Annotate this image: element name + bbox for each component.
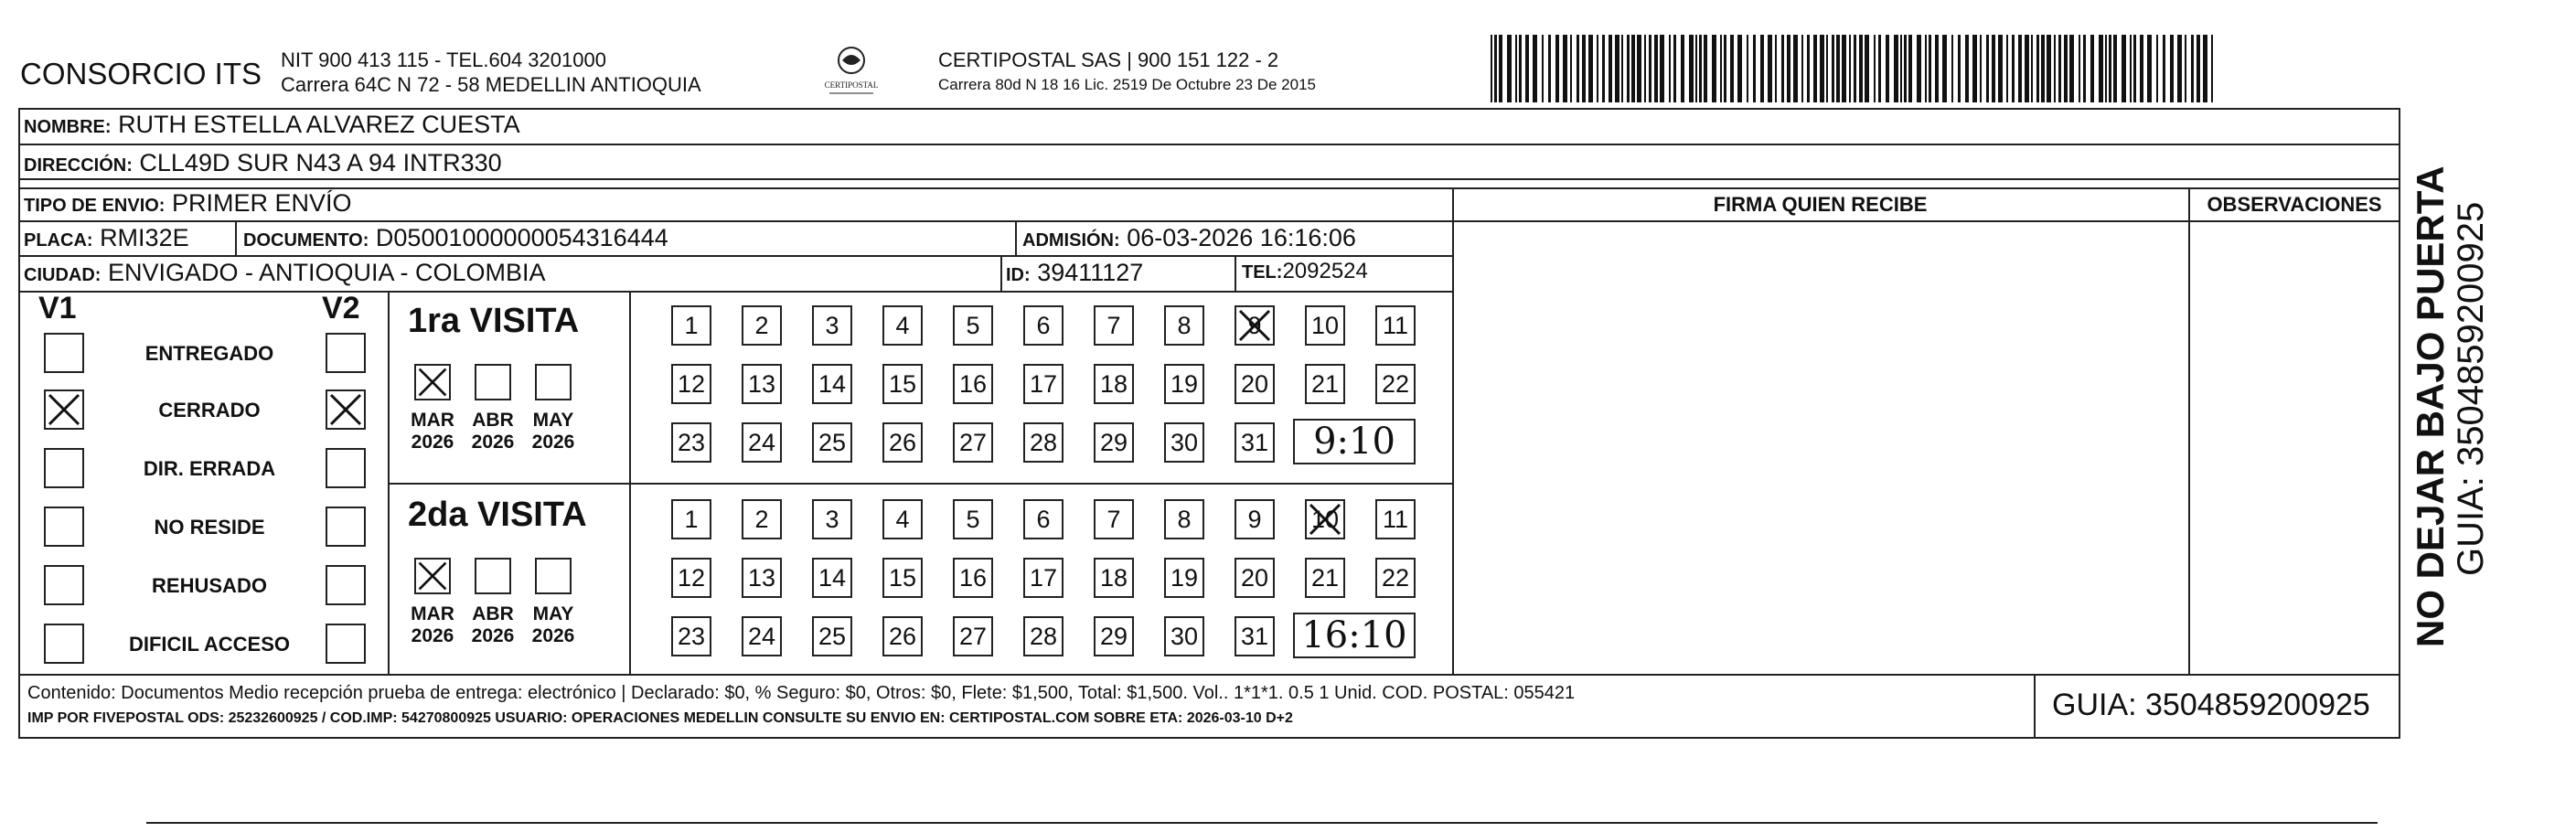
day-number: 18	[1099, 564, 1128, 592]
day-number: 26	[888, 623, 917, 650]
row-divider	[18, 187, 2400, 189]
day-number: 8	[1177, 506, 1192, 533]
day-box[interactable]	[882, 422, 923, 463]
day-number: 30	[1170, 429, 1199, 456]
visit-separator	[388, 483, 1452, 485]
day-number: 26	[888, 429, 917, 456]
id-row	[1006, 259, 1143, 287]
month-checkbox[interactable]	[475, 558, 511, 594]
day-box[interactable]	[1235, 364, 1275, 404]
ciudad-row	[24, 259, 546, 287]
admision-label: ADMISIÓN:	[1022, 230, 1120, 251]
visit-title: 2da VISITA	[408, 496, 587, 534]
day-number: 28	[1029, 429, 1058, 456]
month-year: 2026	[471, 432, 515, 453]
carrier-line: CERTIPOSTAL SAS | 900 151 122 - 2	[938, 48, 1279, 71]
visit-time[interactable]: 9:10	[1293, 419, 1416, 464]
month-label	[405, 603, 460, 647]
month-label	[405, 410, 460, 453]
day-box[interactable]	[671, 422, 711, 463]
day-box[interactable]	[1375, 305, 1416, 346]
v2-checkbox[interactable]	[326, 333, 366, 373]
day-number: 20	[1240, 564, 1269, 592]
side-guia: GUIA: 3504859200925	[2451, 201, 2491, 576]
day-box[interactable]	[742, 305, 782, 346]
month-year: 2026	[531, 625, 575, 646]
day-box[interactable]	[953, 499, 993, 539]
day-box[interactable]	[1164, 305, 1204, 346]
day-box[interactable]	[953, 616, 993, 656]
day-box[interactable]	[671, 364, 711, 404]
day-number: 16	[958, 370, 988, 398]
company-name: CONSORCIO ITS	[20, 57, 262, 91]
row-divider	[18, 255, 1454, 257]
cell-divider	[235, 220, 237, 255]
month-name: ABR	[472, 603, 514, 624]
status-label: CERRADO	[158, 399, 261, 421]
day-number: 2	[754, 506, 769, 533]
guia-footer: GUIA: 3504859200925	[2052, 688, 2370, 722]
id-value: 39411127	[1037, 259, 1144, 286]
bottom-rule	[146, 822, 2378, 824]
direccion-value: CLL49D SUR N43 A 94 INTR330	[139, 149, 502, 176]
visit-title: 1ra VISITA	[408, 302, 580, 340]
day-box[interactable]	[742, 364, 782, 404]
visit-time[interactable]: 16:10	[1293, 613, 1416, 658]
svg-text:CERTIPOSTAL: CERTIPOSTAL	[824, 80, 879, 90]
firma-header: FIRMA QUIEN RECIBE	[1713, 193, 1928, 216]
carrier-info	[938, 48, 1316, 97]
day-number: 12	[677, 370, 706, 398]
day-box[interactable]	[1375, 364, 1416, 404]
day-number: 9	[1247, 312, 1262, 339]
row-divider	[18, 144, 2400, 145]
day-box[interactable]	[1094, 616, 1134, 656]
observaciones-header: OBSERVACIONES	[2207, 193, 2382, 216]
side-warning: NO DEJAR BAJO PUERTA	[2409, 165, 2452, 647]
day-box[interactable]	[671, 499, 711, 539]
day-box[interactable]	[742, 616, 782, 656]
month-year: 2026	[411, 625, 454, 646]
status-label: NO RESIDE	[154, 516, 265, 539]
day-number: 10	[1310, 506, 1340, 533]
day-number: 24	[747, 429, 776, 456]
day-box[interactable]	[1235, 305, 1275, 346]
day-box[interactable]	[671, 616, 711, 656]
day-number: 14	[818, 564, 847, 592]
day-number: 6	[1036, 312, 1051, 339]
day-number: 7	[1106, 312, 1121, 339]
nombre-row	[24, 111, 520, 139]
signature-area[interactable]	[1463, 229, 2176, 667]
documento-value: D05001000000054316444	[375, 224, 668, 251]
v1-checkbox[interactable]	[44, 565, 84, 605]
day-number: 28	[1029, 623, 1058, 650]
month-checkbox[interactable]	[414, 364, 451, 400]
day-box[interactable]	[1094, 364, 1134, 404]
day-number: 25	[818, 623, 847, 650]
day-number: 29	[1099, 429, 1128, 456]
day-box[interactable]	[1023, 364, 1064, 404]
tipo-row	[24, 189, 352, 218]
month-checkbox[interactable]	[414, 558, 451, 594]
day-number: 21	[1310, 370, 1340, 398]
company-address: Carrera 64C N 72 - 58 MEDELLIN ANTIOQUIA	[281, 73, 701, 96]
day-number: 3	[825, 312, 839, 339]
certipostal-logo	[817, 44, 886, 99]
day-number: 11	[1382, 312, 1409, 339]
day-box[interactable]	[953, 558, 993, 598]
v2-checkbox[interactable]	[326, 624, 366, 664]
day-box[interactable]	[1094, 422, 1134, 463]
month-checkbox[interactable]	[475, 364, 511, 400]
row-divider	[1452, 220, 2400, 222]
day-box[interactable]	[1094, 499, 1134, 539]
day-box[interactable]	[1235, 499, 1275, 539]
day-number: 1	[684, 506, 699, 533]
month-checkbox[interactable]	[535, 364, 572, 400]
day-number: 13	[747, 370, 776, 398]
tel-label: TEL:	[1242, 262, 1283, 283]
month-name: MAR	[411, 410, 454, 431]
day-number: 4	[895, 312, 910, 339]
day-box[interactable]	[1164, 558, 1204, 598]
admision-row	[1022, 224, 1356, 252]
day-box[interactable]	[1164, 499, 1204, 539]
day-number: 5	[966, 506, 980, 533]
v2-checkbox[interactable]	[326, 507, 366, 547]
day-number: 3	[825, 506, 839, 533]
day-number: 31	[1240, 429, 1269, 456]
month-label	[526, 410, 581, 453]
carrier-address: Carrera 80d N 18 16 Lic. 2519 De Octubre 23 De 2015	[938, 76, 1316, 93]
day-box[interactable]	[1305, 558, 1345, 598]
day-box[interactable]	[1235, 616, 1275, 656]
day-box[interactable]	[882, 364, 923, 404]
day-number: 24	[747, 623, 776, 650]
day-number: 22	[1381, 564, 1410, 592]
documento-row	[243, 224, 668, 252]
day-box[interactable]	[1235, 422, 1275, 463]
day-number: 29	[1099, 623, 1128, 650]
day-number: 17	[1029, 370, 1058, 398]
day-box[interactable]	[812, 364, 852, 404]
nit-line: NIT 900 413 115 - TEL.604 3201000	[281, 48, 606, 71]
v1-checkbox[interactable]	[44, 389, 84, 430]
day-box[interactable]	[882, 499, 923, 539]
row-divider	[18, 178, 2400, 180]
day-number: 15	[888, 370, 917, 398]
day-box[interactable]	[671, 558, 711, 598]
status-label: REHUSADO	[152, 574, 267, 597]
cell-divider	[1235, 255, 1236, 291]
day-number: 19	[1170, 564, 1199, 592]
day-number: 16	[958, 564, 988, 592]
day-box[interactable]	[1305, 499, 1345, 539]
v1-checkbox[interactable]	[44, 507, 84, 547]
day-number: 5	[966, 312, 980, 339]
nombre-value: RUTH ESTELLA ALVAREZ CUESTA	[118, 111, 520, 138]
row-divider	[18, 291, 1454, 293]
day-box[interactable]	[1305, 364, 1345, 404]
day-box[interactable]	[742, 422, 782, 463]
direccion-row	[24, 149, 502, 177]
day-number: 23	[677, 623, 706, 650]
day-box[interactable]	[882, 305, 923, 346]
day-number: 2	[754, 312, 769, 339]
status-label: DIR. ERRADA	[143, 457, 276, 480]
v2-checkbox[interactable]	[326, 389, 366, 430]
day-box[interactable]	[812, 558, 852, 598]
month-label	[526, 603, 581, 647]
day-box[interactable]	[1023, 305, 1064, 346]
guia-divider	[2034, 674, 2036, 739]
month-name: MAR	[411, 603, 454, 624]
day-number: 7	[1106, 506, 1121, 533]
company-info	[281, 48, 701, 97]
day-number: 10	[1310, 312, 1340, 339]
month-name: MAY	[532, 603, 574, 624]
day-number: 22	[1381, 370, 1410, 398]
day-number: 12	[677, 564, 706, 592]
nombre-label: NOMBRE:	[24, 117, 112, 137]
direccion-label: DIRECCIÓN:	[24, 155, 133, 176]
day-box[interactable]	[953, 422, 993, 463]
day-box[interactable]	[671, 305, 711, 346]
day-number: 30	[1170, 623, 1199, 650]
day-number: 21	[1310, 564, 1340, 592]
month-year: 2026	[411, 432, 454, 453]
day-box[interactable]	[1023, 422, 1064, 463]
day-number: 27	[958, 623, 988, 650]
placa-label: PLACA:	[24, 230, 93, 251]
tel-value: 2092524	[1282, 259, 1368, 283]
day-number: 23	[677, 429, 706, 456]
day-number: 8	[1177, 312, 1192, 339]
day-box[interactable]	[1094, 558, 1134, 598]
day-box[interactable]	[1164, 616, 1204, 656]
day-box[interactable]	[742, 558, 782, 598]
day-box[interactable]	[1235, 558, 1275, 598]
obs-divider	[2188, 187, 2190, 674]
v1-label: V1	[38, 291, 77, 325]
day-box[interactable]	[882, 558, 923, 598]
cell-divider	[1000, 255, 1002, 291]
day-box[interactable]	[1164, 364, 1204, 404]
day-box[interactable]	[1375, 499, 1416, 539]
day-number: 14	[818, 370, 847, 398]
day-box[interactable]	[1023, 558, 1064, 598]
day-box[interactable]	[1164, 422, 1204, 463]
day-number: 6	[1036, 506, 1051, 533]
day-number: 13	[747, 564, 776, 592]
day-number: 31	[1240, 623, 1269, 650]
day-box[interactable]	[812, 499, 852, 539]
day-number: 9	[1247, 506, 1262, 533]
day-box[interactable]	[742, 499, 782, 539]
tipo-label: TIPO DE ENVIO:	[24, 196, 166, 216]
day-number: 17	[1029, 564, 1058, 592]
day-box[interactable]	[812, 616, 852, 656]
day-number: 11	[1382, 506, 1409, 533]
day-box[interactable]	[953, 364, 993, 404]
month-name: ABR	[472, 410, 514, 431]
placa-row	[24, 224, 189, 252]
day-box[interactable]	[1305, 305, 1345, 346]
day-box[interactable]	[1023, 616, 1064, 656]
placa-value: RMI32E	[100, 224, 189, 251]
v1-checkbox[interactable]	[44, 448, 84, 488]
firma-divider	[1452, 187, 1454, 674]
month-label	[465, 603, 520, 647]
day-box[interactable]	[1375, 558, 1416, 598]
observations-area[interactable]	[2195, 229, 2394, 667]
status-label: DIFICIL ACCESO	[128, 633, 290, 656]
ciudad-value: ENVIGADO - ANTIOQUIA - COLOMBIA	[107, 259, 546, 286]
day-number: 15	[888, 564, 917, 592]
day-box[interactable]	[812, 422, 852, 463]
day-box[interactable]	[1023, 499, 1064, 539]
imp-text: IMP POR FIVEPOSTAL ODS: 25232600925 / COD.IMP: 54270800925 USUARIO: OPERACIONES MEDELLIN CONSULTE SU ENVIO EN: CERTIPOSTAL.COM SOBRE ETA: 2026-03-10 D+2	[27, 710, 1293, 726]
v2-label: V2	[322, 291, 360, 325]
month-checkbox[interactable]	[535, 558, 572, 594]
day-number: 25	[818, 429, 847, 456]
day-box[interactable]	[1094, 305, 1134, 346]
day-number: 20	[1240, 370, 1269, 398]
day-box[interactable]	[953, 305, 993, 346]
day-box[interactable]	[812, 305, 852, 346]
admision-value: 06-03-2026 16:16:06	[1127, 224, 1356, 251]
month-name: MAY	[532, 410, 574, 431]
day-number: 18	[1099, 370, 1128, 398]
id-label: ID:	[1006, 265, 1031, 285]
barcode	[1491, 35, 2215, 102]
month-year: 2026	[471, 625, 515, 646]
day-number: 4	[895, 506, 910, 533]
footer-divider	[18, 674, 2400, 676]
month-label	[465, 410, 520, 453]
ciudad-label: CIUDAD:	[24, 265, 102, 285]
day-box[interactable]	[882, 616, 923, 656]
contenido-text: Contenido: Documentos Medio recepción prueba de entrega: electrónico | Declarado: $0, % Seguro: $0, Otros: $0, Flete: $1,500, Total: $1,500. Vol.. 1*1*1. 0.5 1 Unid. COD. POSTAL: 055421	[27, 683, 1576, 703]
cell-divider	[1015, 220, 1017, 255]
v1-checkbox[interactable]	[44, 624, 84, 664]
month-year: 2026	[531, 432, 575, 453]
status-label: ENTREGADO	[144, 342, 274, 365]
day-number: 27	[958, 429, 988, 456]
tipo-value: PRIMER ENVÍO	[171, 189, 352, 217]
v2-checkbox[interactable]	[326, 565, 366, 605]
documento-label: DOCUMENTO:	[243, 230, 369, 251]
v2-checkbox[interactable]	[326, 448, 366, 488]
day-number: 1	[684, 312, 699, 339]
tel-row	[1242, 259, 1368, 284]
v1-checkbox[interactable]	[44, 333, 84, 373]
day-number: 19	[1170, 370, 1199, 398]
